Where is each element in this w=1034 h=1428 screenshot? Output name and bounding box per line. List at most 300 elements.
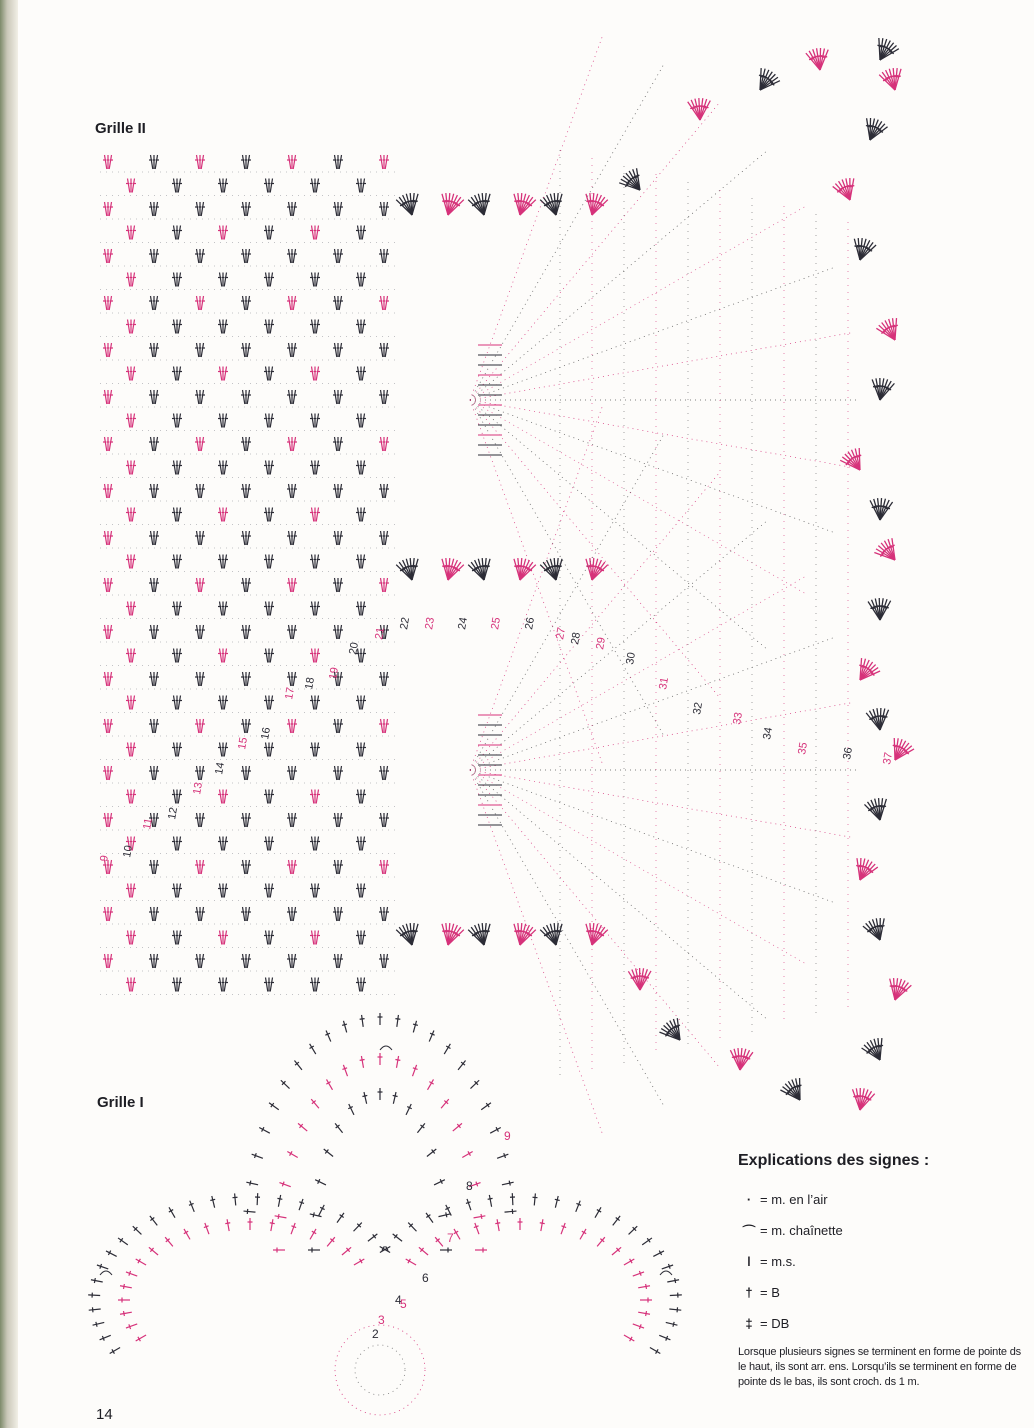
legend-panel (738, 1152, 1030, 1390)
stitch-group (264, 179, 274, 193)
fan-stitch (869, 497, 893, 521)
stitch-group (264, 461, 274, 475)
treble-crochet-cross-icon: ‡ (745, 1316, 753, 1331)
stitch-group (287, 907, 297, 921)
motif-right-leaf-row (662, 1265, 673, 1269)
stitch-group (356, 508, 366, 522)
fan-stitch (395, 191, 423, 218)
motif-center-row (474, 1216, 486, 1218)
motif-center-row (502, 1182, 514, 1185)
legend-item-slip (738, 1215, 1030, 1246)
chain-ray (470, 267, 836, 400)
stitch-group (241, 390, 251, 404)
grid-2-title: Grille II (95, 120, 146, 137)
stitch-group (264, 320, 274, 334)
stitch-group (379, 766, 389, 780)
stitch-group (172, 273, 182, 287)
stitch-group (379, 249, 389, 263)
row-label: 22 (398, 616, 413, 631)
stitch-group (310, 320, 320, 334)
motif-center-row (438, 1214, 450, 1217)
motif-center-row (279, 1183, 290, 1187)
motif-right-leaf-row (624, 1335, 634, 1341)
motif-left-leaf-row (299, 1202, 304, 1204)
stitch-group (264, 884, 274, 898)
stitch-group (172, 884, 182, 898)
motif-center-row (287, 1152, 297, 1158)
fan-stitch (849, 1086, 875, 1112)
stitch-group (356, 226, 366, 240)
stitch-group (172, 367, 182, 381)
stitch-group (172, 602, 182, 616)
stitch-group (310, 226, 320, 240)
stitch-group (379, 954, 389, 968)
fan-stitch (878, 66, 906, 93)
stitch-group (172, 508, 182, 522)
fan-stitch (866, 707, 891, 732)
motif-right-leaf-row (595, 1207, 601, 1217)
motif-center-row (313, 1212, 314, 1217)
stitch-group (195, 343, 205, 357)
stitch-group (172, 555, 182, 569)
fan-stitch (860, 115, 889, 144)
row-label: 10 (121, 844, 136, 859)
stitch-group (126, 696, 136, 710)
stitch-group (103, 343, 113, 357)
row-label: 25 (489, 616, 504, 631)
motif-center-row (326, 1031, 331, 1042)
row-label: 3 (378, 1313, 385, 1327)
stitch-group (287, 390, 297, 404)
motif-left-leaf-row (120, 1286, 132, 1288)
row-label: 34 (761, 726, 776, 741)
stitch-group (310, 414, 320, 428)
motif-left-leaf-row (319, 1205, 324, 1216)
fan-stitch (395, 921, 423, 948)
motif-left-leaf-row (225, 1223, 230, 1224)
fan-stitch (467, 556, 495, 583)
stitch-group (264, 508, 274, 522)
stitch-group (195, 719, 205, 733)
stitch-group (333, 578, 343, 592)
chain-ray (470, 575, 811, 770)
motif-base-ring (355, 1345, 405, 1395)
stitch-group (218, 837, 228, 851)
stitch-group (287, 531, 297, 545)
stitch-group (103, 296, 113, 310)
row-label: 24 (456, 616, 471, 631)
stitch-group (287, 860, 297, 874)
fan-stitch (467, 191, 495, 218)
stitch-group (379, 343, 389, 357)
stitch-group (149, 625, 159, 639)
motif-center-row (255, 1153, 257, 1158)
motif-right-leaf-row (475, 1223, 479, 1234)
stitch-group (287, 484, 297, 498)
motif-base-ring (335, 1325, 425, 1415)
motif-left-leaf-row (93, 1322, 105, 1325)
motif-left-leaf-row (124, 1311, 125, 1316)
stitch-group (126, 461, 136, 475)
fan-stitch (539, 921, 567, 948)
stitch-group (218, 461, 228, 475)
motif-center-row (413, 1068, 418, 1070)
stitch-group (172, 790, 182, 804)
row-label: 11 (141, 817, 155, 831)
motif-left-leaf-row (110, 1348, 120, 1354)
motif-center-row (509, 1181, 510, 1186)
stitch-group (218, 508, 228, 522)
fan-stitch (850, 855, 879, 884)
stitch-group (195, 766, 205, 780)
stitch-group (287, 437, 297, 451)
legend-note: Lorsque plusieurs signes se terminent en forme de pointe ds le haut, ils sont arr. ens. Lorsqu’ils se terminent en forme de pointe ds le bas, ils sont croch. ds 1 m. (738, 1346, 1021, 1388)
fan-stitch (509, 191, 537, 218)
row-label: 31 (657, 676, 672, 691)
stitch-group (149, 390, 159, 404)
stitch-group (310, 461, 320, 475)
stitch-group (379, 578, 389, 592)
chain-ray (470, 400, 721, 699)
fan-stitch (875, 315, 905, 345)
stitch-group (126, 226, 136, 240)
stitch-group (126, 320, 136, 334)
stitch-group (172, 414, 182, 428)
stitch-group (287, 249, 297, 263)
stitch-group (103, 437, 113, 451)
stitch-group (333, 860, 343, 874)
stitch-group (333, 954, 343, 968)
row-label: 29 (594, 636, 609, 651)
chain-ray (470, 400, 665, 738)
stitch-group (264, 226, 274, 240)
fan-stitch (509, 556, 537, 583)
motif-left-leaf-row (227, 1219, 229, 1231)
stitch-group (356, 837, 366, 851)
stitch-group (218, 414, 228, 428)
stitch-group (126, 790, 136, 804)
stitch-group (310, 555, 320, 569)
motif-right-leaf-row (639, 1271, 641, 1276)
chain-ray (470, 770, 836, 903)
stitch-group (149, 860, 159, 874)
stitch-group (218, 367, 228, 381)
stitch-group (149, 907, 159, 921)
motif-left-leaf-row (126, 1272, 137, 1276)
fan-stitch (509, 921, 537, 948)
motif-right-leaf-row (638, 1286, 650, 1288)
stitch-group (126, 743, 136, 757)
stitch-group (149, 155, 159, 169)
stitch-group (310, 508, 320, 522)
stitch-group (379, 390, 389, 404)
row-label: 15 (236, 736, 251, 751)
motif-center-row (246, 1182, 258, 1185)
row-label: 8 (466, 1179, 473, 1193)
motif-chain-loop (660, 1271, 672, 1275)
stitch-group (333, 296, 343, 310)
row-label: 27 (554, 626, 569, 641)
stitch-group (356, 978, 366, 992)
stitch-group (333, 813, 343, 827)
legend-item-text: = DB (760, 1316, 790, 1331)
stitch-group (287, 155, 297, 169)
motif-left-leaf-row (184, 1229, 190, 1239)
stitch-group (333, 625, 343, 639)
motif-left-leaf-row (291, 1223, 295, 1234)
motif-center-row (429, 1031, 434, 1042)
motif-center-row (446, 1212, 447, 1217)
motif-right-leaf-row (633, 1272, 644, 1276)
fan-stitch (658, 1016, 689, 1047)
motif-right-leaf-row (633, 1324, 644, 1328)
stitch-group (103, 625, 113, 639)
motif-left-leaf-row (97, 1265, 108, 1269)
fan-stitch (862, 915, 891, 943)
stitch-group (264, 696, 274, 710)
stitch-group (356, 696, 366, 710)
stitch-group (149, 954, 159, 968)
row-label: 35 (796, 741, 811, 756)
row-label: 36 (841, 746, 856, 761)
stitch-group (241, 625, 251, 639)
motif-center-row (282, 1182, 284, 1187)
stitch-group (218, 555, 228, 569)
stitch-group (126, 273, 136, 287)
stitch-group (218, 649, 228, 663)
motif-center-row (360, 1059, 365, 1060)
chain-ray (470, 519, 769, 770)
motif-right-leaf-row (653, 1251, 664, 1256)
stitch-group (126, 931, 136, 945)
stitch-group (195, 531, 205, 545)
fan-stitch (872, 536, 903, 567)
stitch-group (126, 649, 136, 663)
stitch-group (333, 484, 343, 498)
fan-stitch (395, 556, 423, 583)
motif-right-leaf-row (650, 1348, 660, 1354)
stitch-group (310, 179, 320, 193)
stitch-group (103, 390, 113, 404)
stitch-group (195, 249, 205, 263)
motif-left-leaf-row (354, 1259, 364, 1265)
stitch-group (356, 320, 366, 334)
row-label: 21 (373, 626, 388, 641)
stitch-group (310, 743, 320, 757)
row-label: 12 (166, 806, 181, 821)
stitch-group (264, 931, 274, 945)
fan-stitch (805, 47, 831, 72)
stitch-group (379, 860, 389, 874)
motif-left-leaf-row (310, 1229, 316, 1239)
motif-center-row (396, 1056, 398, 1068)
motif-right-leaf-row (467, 1199, 471, 1210)
motif-right-leaf-row (488, 1198, 493, 1199)
motif-center-row (476, 1182, 478, 1187)
stitch-group (149, 531, 159, 545)
fan-stitch (539, 191, 567, 218)
fan-stitch (581, 556, 609, 583)
chain-ray (470, 702, 854, 770)
fan-stitch (628, 968, 651, 990)
legend-item-single (738, 1246, 1030, 1277)
chain-ray (470, 637, 836, 770)
motif-left-leaf-row (129, 1271, 131, 1276)
fan-stitch (539, 556, 567, 583)
chain-stitch-dot-icon: · (746, 1192, 752, 1207)
motif-right-leaf-row (659, 1335, 670, 1339)
motif-center-row (343, 1021, 346, 1033)
motif-center-row (413, 1021, 416, 1033)
stitch-group (241, 860, 251, 874)
stitch-group (126, 414, 136, 428)
stitch-group (287, 343, 297, 357)
stitch-group (195, 672, 205, 686)
motif-left-leaf-row (126, 1324, 137, 1328)
motif-center-row (360, 1019, 365, 1020)
row-label: 16 (259, 726, 274, 741)
fan-stitch (884, 976, 912, 1004)
row-label: 33 (731, 711, 746, 726)
motif-center-row (244, 1211, 256, 1212)
fan-stitch (437, 921, 465, 948)
stitch-group (172, 978, 182, 992)
motif-center-row (343, 1065, 347, 1076)
motif-right-leaf-row (666, 1322, 678, 1325)
stitch-group (264, 978, 274, 992)
motif-left-leaf-row (291, 1226, 296, 1228)
stitch-group (126, 508, 136, 522)
motif-left-leaf-row (89, 1309, 101, 1310)
motif-left-leaf-row (270, 1223, 275, 1224)
legend-title: Explications des signes : (738, 1152, 930, 1169)
stitch-group (126, 555, 136, 569)
stitch-group (149, 249, 159, 263)
motif-left-leaf-row (96, 1322, 97, 1327)
stitch-group (264, 414, 274, 428)
stitch-group (149, 202, 159, 216)
motif-center-row (362, 1095, 367, 1096)
stitch-group (218, 696, 228, 710)
stitch-group (264, 367, 274, 381)
stitch-group (287, 625, 297, 639)
stitch-group (218, 273, 228, 287)
motif-right-leaf-row (495, 1223, 500, 1224)
motif-right-leaf-row (466, 1202, 471, 1204)
stitch-group (287, 766, 297, 780)
stitch-group (103, 531, 113, 545)
motif-left-leaf-row (106, 1251, 117, 1256)
motif-center-row (444, 1044, 450, 1054)
motif-center-row (250, 1181, 251, 1186)
stitch-group (172, 320, 182, 334)
stitch-group (218, 790, 228, 804)
motif-center-row (310, 1044, 316, 1054)
stitch-group (126, 602, 136, 616)
stitch-group (103, 578, 113, 592)
chain-ray (470, 770, 769, 1021)
motif-center-row (397, 1015, 399, 1027)
stitch-group (333, 719, 343, 733)
stitch-group (379, 437, 389, 451)
stitch-group (103, 249, 113, 263)
motif-center-row (315, 1180, 326, 1185)
motif-right-leaf-row (670, 1295, 682, 1296)
stitch-group (241, 155, 251, 169)
stitch-group (241, 343, 251, 357)
stitch-group (241, 954, 251, 968)
motif-center-row (259, 1128, 270, 1134)
motif-left-leaf-row (129, 1324, 131, 1329)
motif-right-leaf-row (561, 1226, 566, 1228)
fan-stitch (839, 445, 870, 476)
motif-center-row (505, 1211, 517, 1212)
slip-stitch-arc-icon: ⌒ (742, 1224, 756, 1239)
fan-stitch (467, 921, 495, 948)
motif-left-leaf-row (277, 1198, 282, 1199)
row-label: 32 (691, 701, 706, 716)
motif-chain-loop (100, 1271, 112, 1275)
row-label: 14 (213, 761, 228, 776)
motif-right-leaf-row (512, 1193, 513, 1205)
page-number: 14 (96, 1406, 113, 1423)
stitch-group (172, 461, 182, 475)
grid-2-row-labels (98, 616, 895, 862)
stitch-group (356, 555, 366, 569)
stitch-group (379, 155, 389, 169)
motif-center-row (462, 1152, 472, 1158)
stitch-group (218, 602, 228, 616)
grid-1-motif (88, 1013, 682, 1415)
stitch-group (310, 884, 320, 898)
stitch-group (356, 884, 366, 898)
motif-right-leaf-row (497, 1219, 499, 1231)
stitch-group (149, 578, 159, 592)
stitch-group (379, 719, 389, 733)
stitch-group (333, 390, 343, 404)
stitch-group (172, 179, 182, 193)
motif-right-leaf-row (576, 1201, 580, 1212)
fan-stitch (779, 1075, 810, 1106)
stitch-group (379, 202, 389, 216)
motif-right-leaf-row (669, 1309, 681, 1310)
grid-2-fan-border (395, 34, 915, 1137)
motif-right-leaf-row (561, 1223, 565, 1234)
stitch-group (218, 931, 228, 945)
stitch-group (241, 907, 251, 921)
stitch-group (310, 367, 320, 381)
motif-left-leaf-row (205, 1223, 209, 1234)
stitch-group (333, 437, 343, 451)
stitch-group (310, 978, 320, 992)
double-crochet-cross-icon: † (745, 1285, 753, 1300)
motif-center-row (252, 1154, 263, 1158)
motif-left-leaf-row (190, 1201, 194, 1212)
chain-ray (470, 770, 854, 838)
legend-item-text: = m. chaînette (760, 1223, 843, 1238)
row-label: 37 (881, 751, 896, 766)
motif-center-row (342, 1068, 347, 1070)
stitch-group (379, 296, 389, 310)
stitch-group (195, 437, 205, 451)
motif-right-leaf-row (646, 1311, 647, 1316)
stitch-group (241, 813, 251, 827)
motif-right-leaf-row (555, 1196, 558, 1208)
stitch-group (241, 249, 251, 263)
motif-center-row (393, 1095, 398, 1096)
stitch-group (264, 649, 274, 663)
motif-center-row (327, 1079, 333, 1089)
